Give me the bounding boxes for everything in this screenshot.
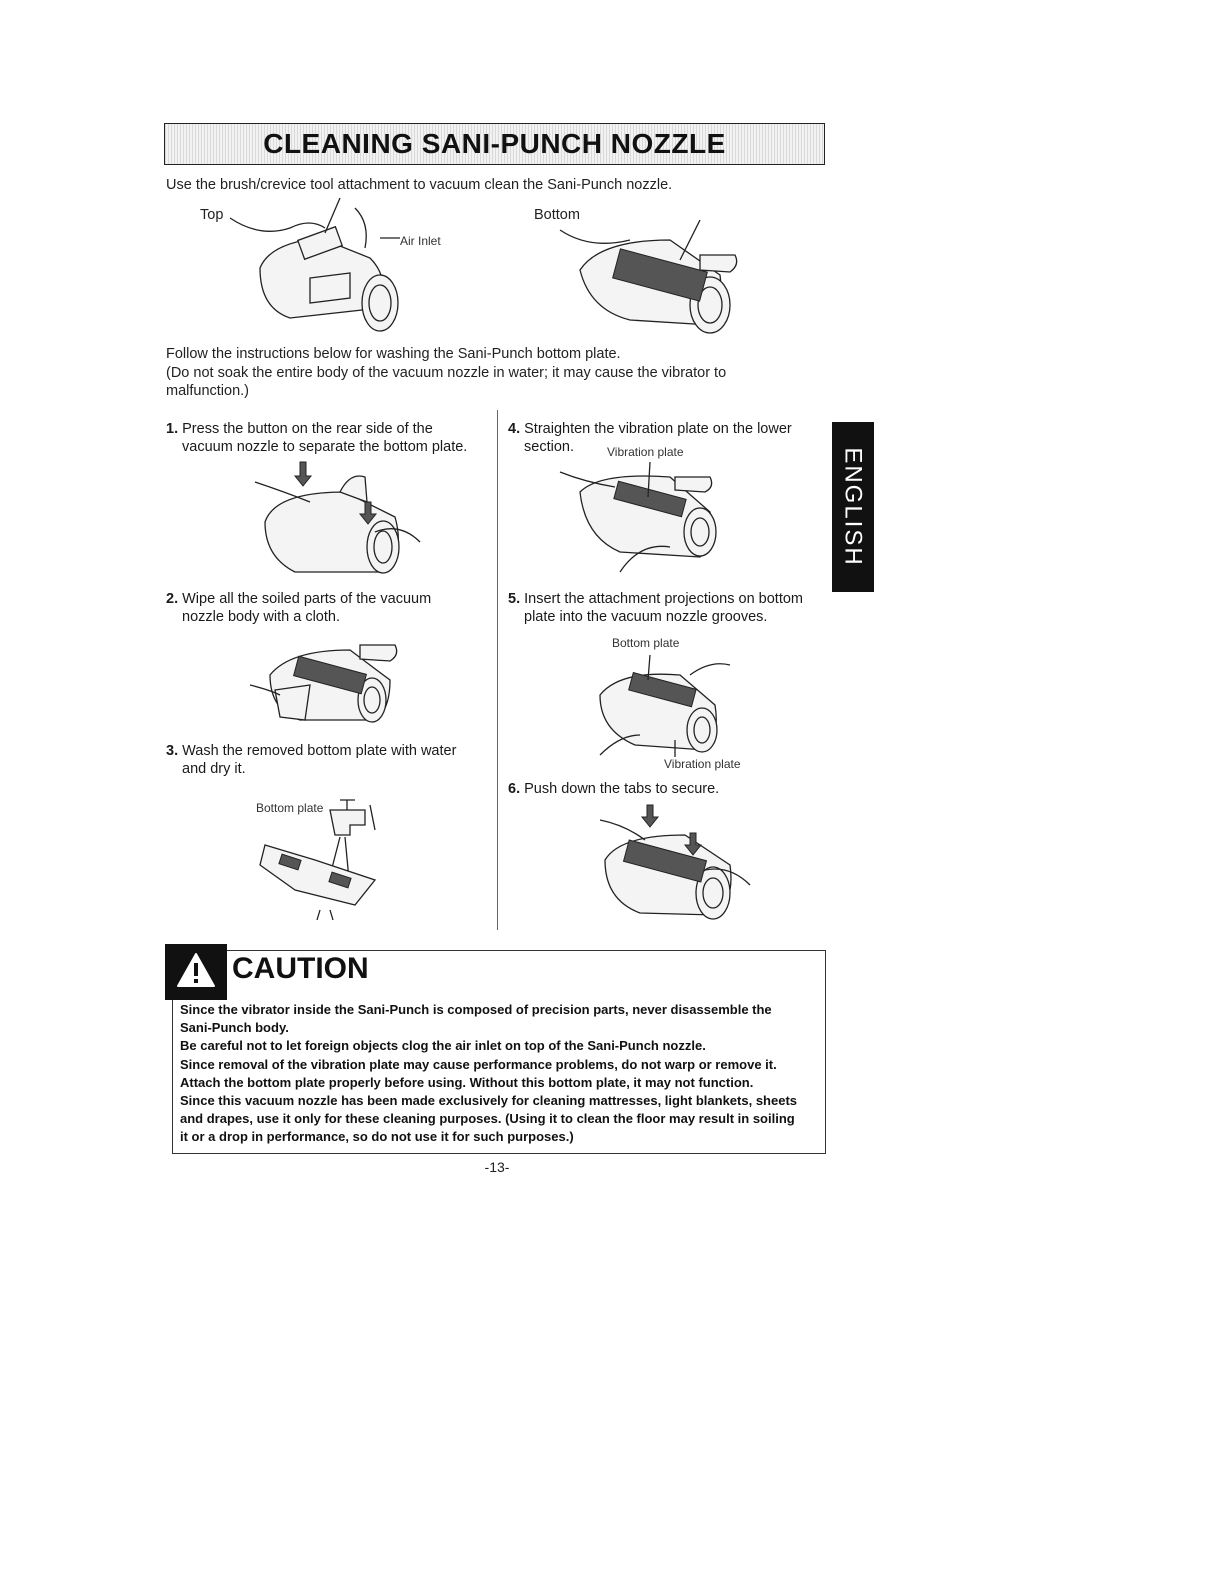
step-3-illustration <box>255 785 385 925</box>
caution-line: Sani-Punch body. <box>180 1020 289 1036</box>
step-4-vibration-plate-label: Vibration plate <box>607 445 684 459</box>
caution-title: CAUTION <box>232 952 369 985</box>
intro-text: Use the brush/crevice tool attachment to vacuum clean the Sani-Punch nozzle. <box>166 177 673 193</box>
follow-line-3: malfunction.) <box>166 383 250 399</box>
caution-icon-block <box>165 944 227 1000</box>
warning-triangle-icon <box>176 952 216 990</box>
caution-line: and drapes, use it only for these cleaning purposes. (Using it to clean the floor may result in soiling <box>180 1111 795 1127</box>
follow-line-2: (Do not soak the entire body of the vacuum nozzle in water; it may cause the vibrator to <box>166 365 727 381</box>
caution-line: it or a drop in performance, so do not use it for such purposes.) <box>180 1129 574 1145</box>
step-5-illustration <box>590 655 740 760</box>
language-side-tab: ENGLISH <box>832 422 874 592</box>
section-title-bar <box>164 123 825 165</box>
step-4-illustration <box>560 462 730 572</box>
step-6: 6. Push down the tabs to secure. <box>508 781 720 797</box>
step-1-illustration <box>255 462 425 582</box>
caution-line: Since this vacuum nozzle has been made exclusively for cleaning mattresses, light blankets, sheets <box>180 1093 798 1109</box>
step-3: 3. Wash the removed bottom plate with water and dry it. <box>166 743 457 777</box>
caution-line: Since removal of the vibration plate may cause performance problems, do not warp or remove it. <box>180 1056 777 1072</box>
nozzle-top-illustration <box>230 198 410 338</box>
step-5-bottom-plate-label: Bottom plate <box>612 636 680 650</box>
bottom-label: Bottom <box>534 207 580 223</box>
page-title: CLEANING SANI-PUNCH NOZZLE <box>263 128 726 159</box>
step-5: 5. Insert the attachment projections on bottom plate into the vacuum nozzle grooves. <box>508 591 804 625</box>
step-1: 1. Press the button on the rear side of the vacuum nozzle to separate the bottom plate. <box>166 421 468 455</box>
top-label: Top <box>200 207 224 223</box>
air-inlet-label: Air Inlet <box>400 234 441 248</box>
column-divider <box>497 410 498 930</box>
step-3-bottom-plate-label: Bottom plate <box>256 801 324 815</box>
follow-line-1: Follow the instructions below for washing the Sani-Punch bottom plate. <box>166 346 621 362</box>
caution-line: Be careful not to let foreign objects clog the air inlet on top of the Sani-Punch nozzle. <box>180 1038 706 1054</box>
caution-line: Since the vibrator inside the Sani-Punch is composed of precision parts, never disassemble the <box>180 1002 772 1017</box>
step-4: 4. Straighten the vibration plate on the lower section. <box>508 421 792 455</box>
caution-text <box>180 1001 820 1147</box>
page-number: -13- <box>484 1159 510 1175</box>
step-5-vibration-plate-label: Vibration plate <box>664 757 741 771</box>
step-2: 2. Wipe all the soiled parts of the vacuum nozzle body with a cloth. <box>166 591 432 625</box>
nozzle-bottom-illustration <box>560 200 740 340</box>
step-6-illustration <box>595 805 755 930</box>
caution-line: Attach the bottom plate properly before using. Without this bottom plate, it may not function. <box>180 1074 754 1090</box>
step-2-illustration <box>250 635 400 730</box>
